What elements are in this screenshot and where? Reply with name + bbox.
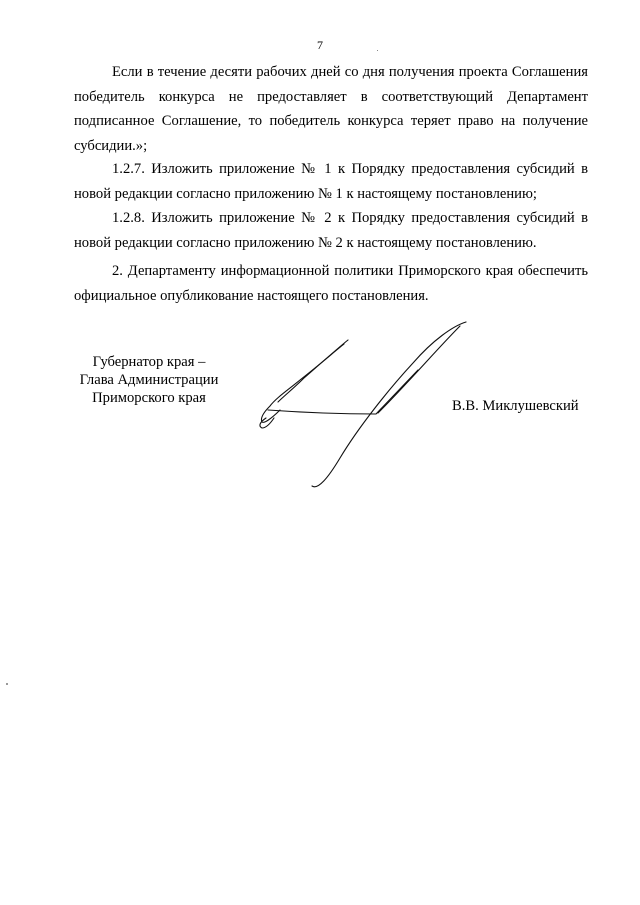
- signatory-name: В.В. Миклушевский: [452, 398, 579, 414]
- paragraph-text: 1.2.8. Изложить приложение № 2 к Порядку предоставления субсидий в новой редакции согласно приложению № 2 к настоящему постановлению.: [74, 210, 588, 251]
- page-number: 7: [317, 38, 323, 52]
- scan-speck: [6, 683, 8, 685]
- paragraph-text: Если в течение десяти рабочих дней со дня получения проекта Соглашения победитель конкурса не предоставляет в соответствующий Департамент подписанное Соглашение, то победитель конкурса теряет право на получение субсидии.»;: [74, 64, 588, 154]
- body-paragraph: [74, 206, 588, 255]
- handwritten-signature: [248, 318, 478, 493]
- signatory-title-line: Глава Администрации: [79, 372, 219, 388]
- signatory-title-line: Губернатор края –: [92, 354, 206, 370]
- body-paragraph: [74, 259, 588, 308]
- paragraph-text: 2. Департаменту информационной политики Приморского края обеспечить официальное опубликование настоящего постановления.: [74, 263, 588, 304]
- body-paragraph: [74, 157, 588, 206]
- signatory-title-line: Приморского края: [92, 390, 206, 406]
- paragraph-text: 1.2.7. Изложить приложение № 1 к Порядку предоставления субсидий в новой редакции согласно приложению № 1 к настоящему постановлению;: [74, 161, 588, 202]
- scan-speck: [377, 50, 378, 51]
- signatory-title: [64, 353, 234, 407]
- body-paragraph: [74, 60, 588, 158]
